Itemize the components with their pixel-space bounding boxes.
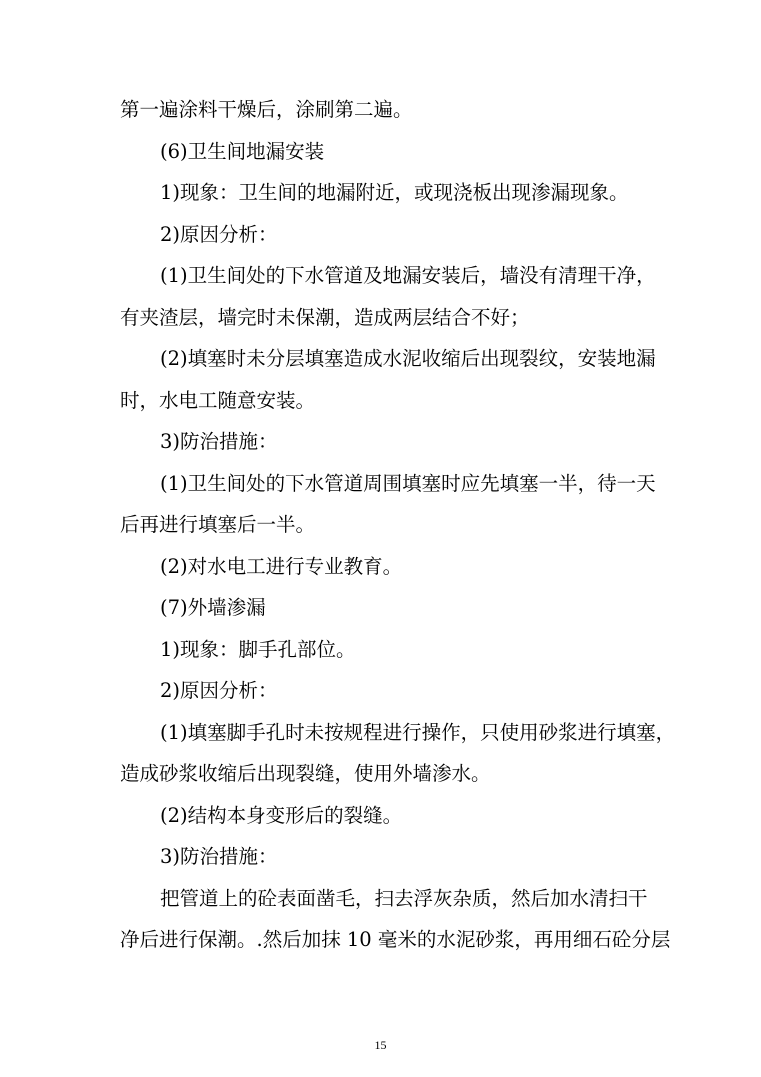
page-number: 15 (374, 1038, 387, 1052)
text-line: 2)原因分析： (160, 222, 278, 246)
text-line: 时，水电工随意安装。 (120, 388, 316, 412)
text-line: (7)外墙渗漏 (160, 596, 266, 619)
text-line: 有夹渣层，墙完时未保潮，造成两层结合不好； (120, 305, 530, 329)
text-line: 净后进行保潮。.然后加抹 10 毫米的水泥砂浆，再用细石砼分层 (120, 928, 671, 951)
text-line: 2)原因分析： (160, 679, 278, 702)
text-line: 后再进行填塞后一半。 (120, 513, 316, 536)
text-line: (2)结构本身变形后的裂缝。 (160, 803, 403, 827)
text-line: (1)填塞脚手孔时未按规程进行操作，只使用砂浆进行填塞， (160, 720, 676, 744)
text-line: (1)卫生间处的下水管道周围填塞时应先填塞一半，待一天 (160, 471, 656, 495)
text-line: 3)防治措施： (160, 430, 278, 453)
text-line: 把管道上的砼表面凿毛，扫去浮灰杂质，然后加水清扫干 (160, 886, 648, 910)
text-line: 3)防治措施： (160, 845, 278, 868)
text-line: 1)现象：脚手孔部位。 (160, 637, 356, 661)
text-line: (2)填塞时未分层填塞造成水泥收缩后出现裂纹，安装地漏 (160, 347, 656, 370)
document-body (120, 89, 676, 961)
text-line: (1)卫生间处的下水管道及地漏安装后，墙没有清理干净， (160, 264, 656, 287)
text-line: 造成砂浆收缩后出现裂缝，使用外墙渗水。 (120, 762, 491, 785)
text-line: 1)现象：卫生间的地漏附近，或现浇板出现渗漏现象。 (160, 181, 629, 204)
text-line: (6)卫生间地漏安装 (160, 139, 325, 163)
text-line: 第一遍涂料干燥后，涂刷第二遍。 (120, 98, 413, 121)
text-line: (2)对水电工进行专业教育。 (160, 554, 403, 578)
